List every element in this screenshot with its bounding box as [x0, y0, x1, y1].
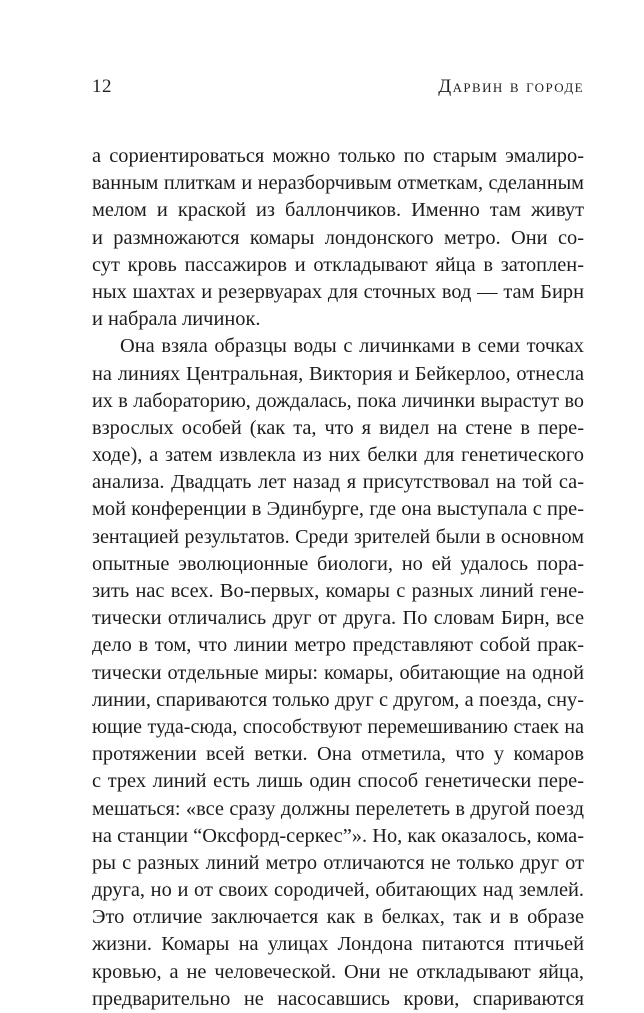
- text-line: ры с разных линий метро отличаются не только друг от: [92, 851, 584, 874]
- text-line: ных шахтах и резервуарах для сточных вод — там Бирн: [92, 280, 584, 303]
- text-line: мой конференции в Эдинбурге, где она выступала с пре-: [92, 498, 584, 521]
- text-line: сут кровь пассажиров и откладывают яйца в затоплен-: [92, 253, 584, 276]
- text-line: а сориентироваться можно только по старым эмалиро-: [92, 145, 584, 167]
- text-line: жизни. Комары на улицах Лондона питаются птичьей: [92, 933, 584, 956]
- text-line: на станции “Оксфорд-серкес”». Но, как оказалось, кома-: [92, 824, 584, 847]
- text-line: тически отдельные миры: комары, обитающие на одной: [92, 661, 584, 684]
- text-line: кровью, а не человеческой. Они не откладывают яйца,: [92, 960, 584, 983]
- text-line: линии, спариваются только друг с другом, а поезда, сну-: [92, 688, 584, 711]
- text-line: дело в том, что линии метро представляют собой прак-: [92, 634, 584, 657]
- text-line: взрослых особей (как та, что я видел на стене в пере-: [92, 416, 584, 439]
- text-line: ванным плиткам и неразборчивым отметкам, сделанным: [92, 172, 584, 195]
- text-line: и набрала личинок.: [92, 308, 261, 331]
- text-line: и размножаются комары лондонского метро. Они со-: [92, 226, 584, 249]
- text-line: мешаться: «все сразу должны перелететь в другой поезд: [92, 797, 584, 820]
- running-title: Дарвин в городе: [438, 76, 584, 97]
- running-header: [92, 76, 584, 102]
- page-number: 12: [92, 76, 112, 97]
- text-line: ходе), а затем извлекла из них белки для генетического: [92, 444, 584, 467]
- text-line: предварительно не насосавшись крови, спариваются: [92, 987, 584, 1010]
- text-line: с трех линий есть лишь один способ генетически пере-: [92, 770, 584, 793]
- text-line: мелом и краской из баллончиков. Именно там живут: [92, 199, 584, 222]
- paragraph: [92, 333, 584, 1013]
- text-line: их в лабораторию, дождалась, пока личинки вырастут во: [92, 389, 584, 412]
- text-line: Она взяла образцы воды с личинками в семи точках: [120, 335, 584, 358]
- text-line: ющие туда-сюда, способствуют перемешиванию стаек на: [92, 715, 584, 738]
- text-line: Это отличие заключается как в белках, так и в образе: [92, 906, 584, 929]
- text-line: друга, но и от своих сородичей, обитающих над землей.: [92, 879, 584, 902]
- paragraph: [92, 143, 584, 333]
- text-line: зентацией результатов. Среди зрителей были в основном: [92, 525, 584, 548]
- body-text: [92, 143, 584, 1013]
- text-line: зить нас всех. Во-первых, комары с разных линий гене-: [92, 580, 584, 602]
- text-line: протяжении всей ветки. Она отметила, что у комаров: [92, 743, 584, 766]
- text-line: тически отличались друг от друга. По словам Бирн, все: [92, 607, 584, 630]
- text-line: на линиях Центральная, Виктория и Бейкерлоо, отнесла: [92, 362, 584, 385]
- text-line: опытные эволюционные биологи, но ей удалось пора-: [92, 552, 584, 575]
- text-line: анализа. Двадцать лет назад я присутствовал на той са-: [92, 471, 584, 494]
